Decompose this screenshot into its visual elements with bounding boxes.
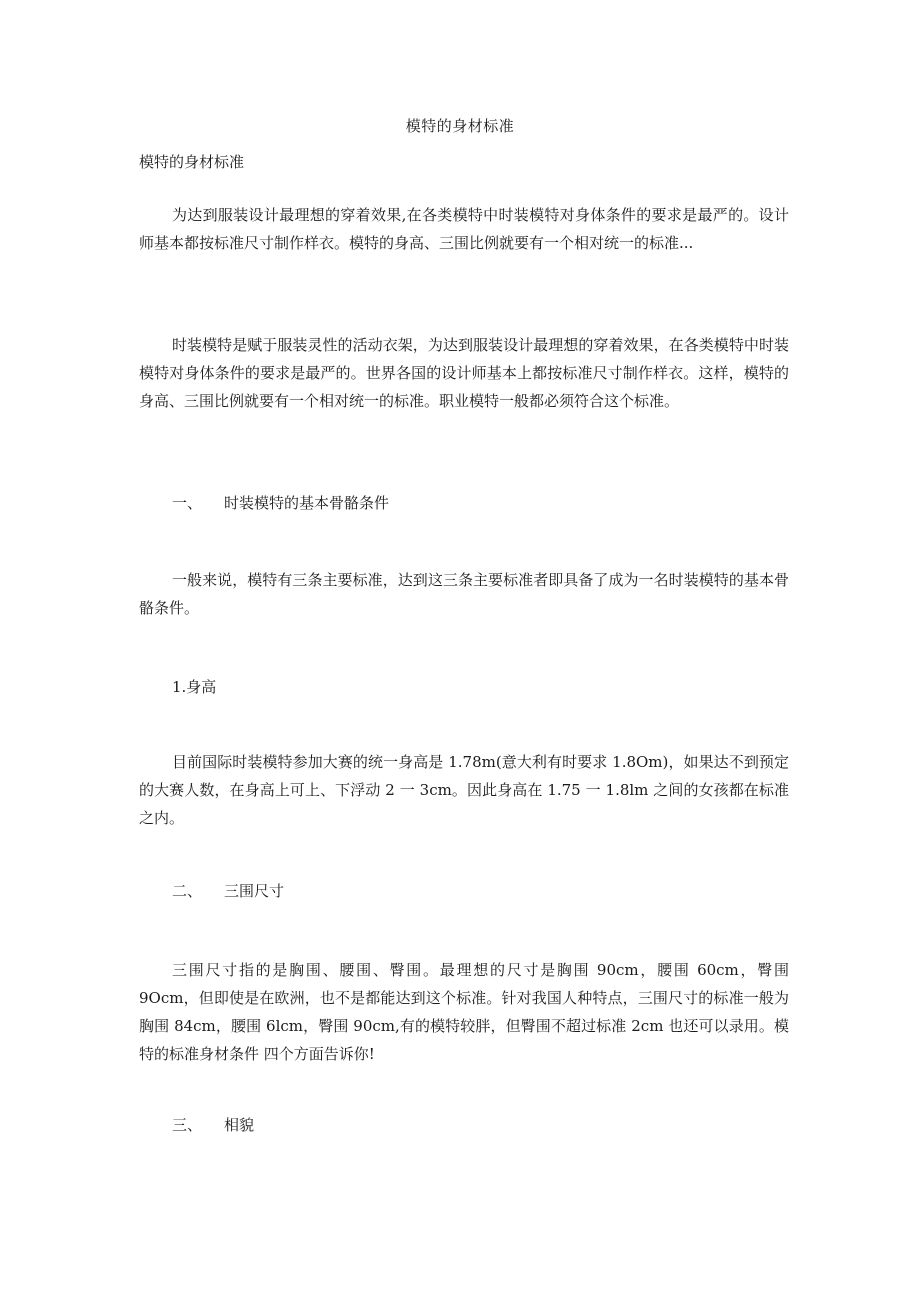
intro-paragraph: 为达到服装设计最理想的穿着效果,在各类模特中时装模特对身体条件的要求是最严的。设计师基本都按标准尺寸制作样衣。模特的身高、三围比例就要有一个相对统一的标准... (139, 206, 789, 252)
paragraph-fashion-model: 时装模特是赋于服装灵性的活动衣架，为达到服装设计最理想的穿着效果，在各类模特中时装模特对身体条件的要求是最严的。世界各国的设计师基本上都按标准尺寸制作样衣。这样，模特的身高、三围比例就要有一个相对统一的标准。职业模特一般都必须符合这个标准。 (139, 336, 789, 410)
section-heading-measurements (172, 880, 284, 902)
section-title: 时装模特的基本骨骼条件 (224, 494, 390, 512)
section-title: 相貌 (224, 1116, 255, 1134)
paragraph-three-standards: 一般来说，模特有三条主要标准，达到这三条主要标准者即具备了成为一名时装模特的基本骨骼条件。 (139, 571, 789, 617)
section-heading-appearance (172, 1114, 254, 1136)
subsection-heading-height: 1.身高 (172, 678, 217, 696)
paragraph-measurements: 三围尺寸指的是胸围、腰围、臀围。最理想的尺寸是胸围 90cm，腰围 60cm，臀围 9Ocm，但即使是在欧洲，也不是都能达到这个标准。针对我国人种特点，三围尺寸的标准一般为胸围 84cm，腰围 6lcm，臀围 90cm,有的模特较胖，但臀围不超过标准 2cm 也还可以录用。模特的标准身材条件 四个方面告诉你! (139, 961, 789, 1063)
section-number: 三、 (172, 1116, 203, 1134)
section-number: 二、 (172, 882, 203, 900)
section-number: 一、 (172, 494, 203, 512)
paragraph-height: 目前国际时装模特参加大赛的统一身高是 1.78m(意大利有时要求 1.8Om)，如果达不到预定的大赛人数，在身高上可上、下浮动 2 一 3cm。因此身高在 1.75 一 1.8lm 之间的女孩都在标准之内。 (139, 753, 789, 827)
section-title: 三围尺寸 (224, 882, 285, 900)
document-title: 模特的身材标准 (405, 117, 515, 135)
document-subtitle: 模特的身材标准 (139, 153, 245, 171)
section-heading-skeleton (172, 492, 389, 514)
